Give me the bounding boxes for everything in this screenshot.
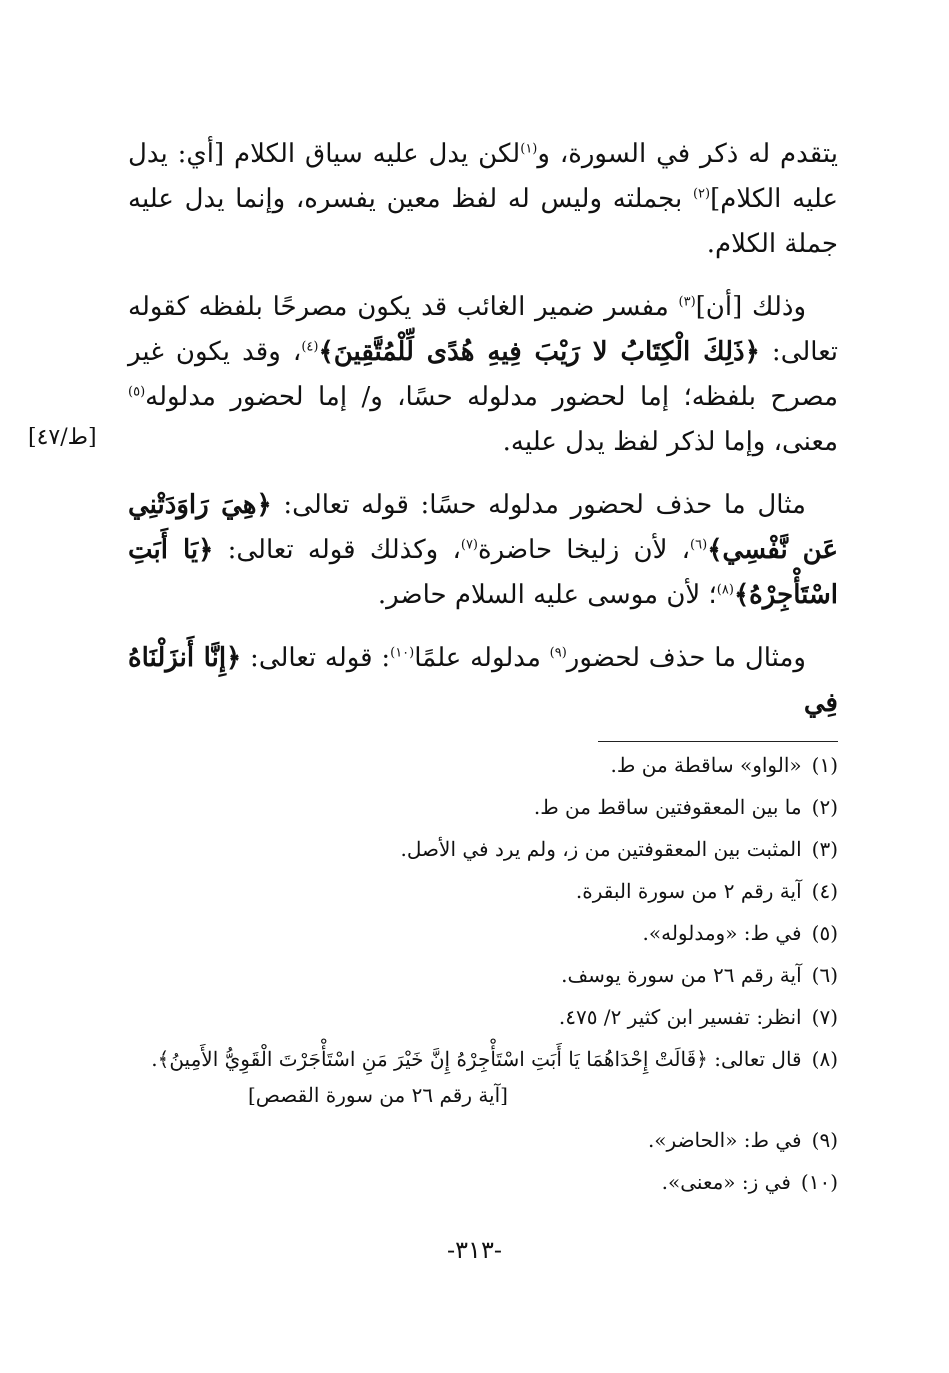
footnote-number: (١٠) [800, 1170, 838, 1194]
text-segment: ؛ لأن موسى عليه السلام حاضر. [377, 580, 717, 610]
footnote-number: (١) [811, 753, 838, 777]
margin-page-reference: [ط/٤٧] [28, 425, 97, 450]
footnote-ref: (٩) [549, 645, 567, 661]
footnote-number: (٦) [811, 963, 838, 987]
footnote-9 [128, 1127, 838, 1154]
paragraph-2 [128, 285, 838, 465]
footnote-3 [128, 836, 838, 863]
footnote-number: (٥) [811, 921, 838, 945]
footnotes [128, 752, 838, 1211]
footnote-ref: (٦) [690, 537, 708, 553]
text-segment: ، وقد يكون غير مصرح بلفظه؛ إما لحضور مدلوله حسًا، و/ إما لحضور مدلوله [128, 337, 838, 412]
main-text [128, 132, 838, 744]
footnote-4 [128, 878, 838, 905]
footnote-separator [598, 741, 838, 742]
page-number: -٣١٣- [447, 1236, 502, 1264]
footnote-number: (٣) [811, 837, 838, 861]
footnote-text: انظر: تفسير ابن كثير ٢/ ٤٧٥. [558, 1005, 802, 1029]
text-segment: يتقدم له ذكر في السورة، و [537, 139, 838, 169]
footnote-text: ما بين المعقوفتين ساقط من ط. [533, 795, 802, 819]
text-segment: ، لأن زليخا حاضرة [478, 535, 691, 565]
footnote-text: آية رقم ٢٦ من سورة يوسف. [561, 963, 802, 987]
text-segment: مثال ما حذف لحضور مدلوله حسًا: قوله تعالى: [271, 490, 806, 520]
text-segment: مدلوله علمًا [414, 643, 550, 673]
paragraph-4 [128, 636, 838, 726]
footnote-7 [128, 1004, 838, 1031]
footnote-text: في ط: «الحاضر». [647, 1128, 802, 1152]
footnote-number: (٢) [811, 795, 838, 819]
paragraph-3 [128, 483, 838, 618]
footnote-number: (٩) [811, 1128, 838, 1152]
text-segment: لكن يدل عليه سياق الكلام [أي: يدل عليه الكلام] [128, 139, 838, 214]
footnote-number: (٤) [811, 879, 838, 903]
footnote-1 [128, 752, 838, 779]
footnote-text: آية رقم ٢ من سورة البقرة. [575, 879, 802, 903]
footnote-ref: (٧) [460, 537, 478, 553]
text-segment: ومثال ما حذف لحضور [566, 643, 806, 673]
quran-verse: ﴿ذَلِكَ الْكِتَابُ لا رَيْبَ فِيهِ هُدًى لِّلْمُتَّقِينَ﴾ [318, 337, 760, 367]
footnote-text: في ز: «معنى». [661, 1170, 791, 1194]
footnote-8-source: [آية رقم ٢٦ من سورة القصص] [247, 1083, 508, 1107]
footnote-8 [128, 1046, 838, 1073]
footnote-ref: (٢) [692, 186, 711, 202]
text-segment: وذلك [أن] [695, 292, 806, 322]
footnote-number: (٨) [811, 1047, 838, 1071]
footnote-ref: (٣) [678, 294, 696, 310]
footnote-ref: (٥) [128, 384, 146, 400]
footnote-text: المثبت بين المعقوفتين من ز، ولم يرد في الأصل. [400, 837, 802, 861]
footnote-ref: (٤) [301, 339, 319, 355]
footnote-ref: (٨) [716, 582, 734, 598]
footnote-text: «الواو» ساقطة من ط. [610, 753, 802, 777]
footnote-text: في ط: «ومدلوله». [642, 921, 802, 945]
footnote-number: (٧) [811, 1005, 838, 1029]
footnote-5 [128, 920, 838, 947]
footnote-text: قال تعالى: ﴿قَالَتْ إِحْدَاهُمَا يَا أَبَتِ اسْتَأْجِرْهُ إِنَّ خَيْرَ مَنِ اسْتَأْجَرْتَ الْقَوِيُّ الأَمِينُ﴾. [151, 1047, 802, 1071]
text-segment: مفسر ضمير الغائب قد يكون مصرحًا بلفظه كقوله تعالى: [128, 292, 838, 367]
text-segment: بجملته وليس له لفظ معين يفسره، وإنما يدل عليه جملة الكلام. [128, 184, 838, 259]
paragraph-1 [128, 132, 838, 267]
footnote-2 [128, 794, 838, 821]
text-segment: معنى، وإما لذكر لفظ يدل عليه. [502, 427, 838, 457]
footnote-ref: (١) [520, 141, 538, 157]
footnote-ref: (١٠) [390, 645, 415, 661]
text-segment: : قوله تعالى: [241, 643, 391, 673]
quran-verse: ﴿يَا أَبَتِ اسْتَأْجِرْهُ﴾ [128, 535, 838, 610]
footnote-6 [128, 962, 838, 989]
quran-verse: ﴿إِنَّا أَنزَلْنَاهُ فِي [128, 643, 838, 718]
quran-verse: ﴿هِيَ رَاوَدَتْنِي عَن نَّفْسِي﴾ [128, 490, 838, 565]
footnote-10 [128, 1169, 838, 1196]
text-segment: ، وكذلك قوله تعالى: [213, 535, 461, 565]
